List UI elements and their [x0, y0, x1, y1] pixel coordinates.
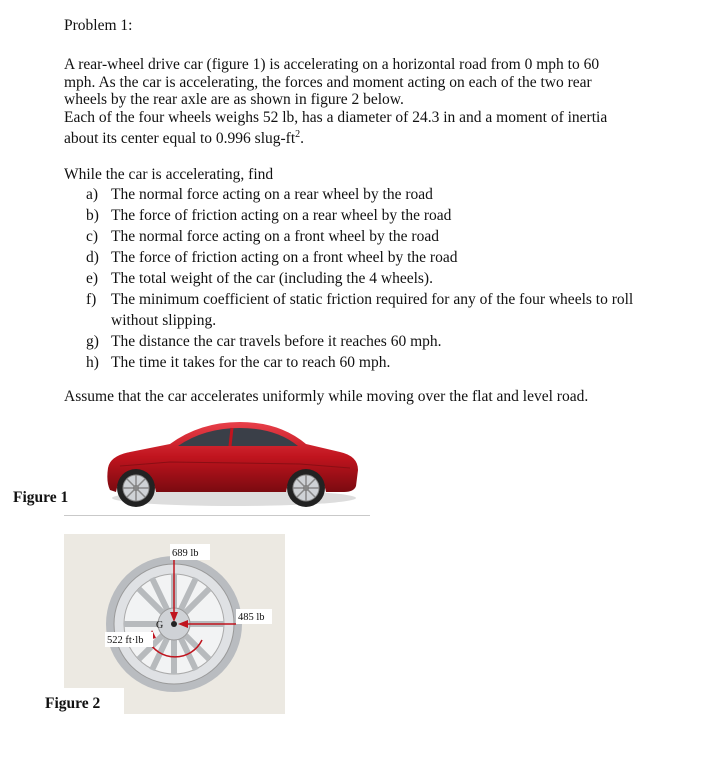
- figure2-label: Figure 2: [45, 695, 101, 712]
- front-wheel: [287, 469, 325, 507]
- question-item: [86, 184, 646, 205]
- question-text: The time it takes for the car to reach 60 mph.: [111, 354, 391, 371]
- question-list: [86, 184, 646, 373]
- exponent: 2: [295, 129, 301, 140]
- question-text: The minimum coefficient of static friction required for any of the four wheels to roll without slipping.: [111, 291, 634, 329]
- find-intro: While the car is accelerating, find: [64, 166, 274, 183]
- question-item: [86, 226, 646, 247]
- intro-line: wheels by the rear axle are as shown in figure 2 below.: [64, 91, 404, 108]
- intro-line: [64, 126, 664, 148]
- intro-line: mph. As the car is accelerating, the forces and moment acting on each of the two rear: [64, 73, 592, 91]
- intro-text: about its center equal to 0.996 slug-ft: [64, 130, 296, 148]
- question-item: [86, 268, 646, 289]
- rear-wheel: [117, 469, 155, 507]
- moment-label: 522 ft·lb: [107, 635, 144, 646]
- question-item: [86, 331, 646, 352]
- figure1-divider: [64, 515, 370, 516]
- intro-line: A rear-wheel drive car (figure 1) is accelerating on a horizontal road from 0 mph to 60: [64, 56, 600, 73]
- window-pillar: [230, 428, 232, 446]
- intro-end: .: [300, 130, 305, 148]
- question-text: The force of friction acting on a front wheel by the road: [111, 249, 458, 266]
- horizontal-force-label: 485 lb: [238, 612, 265, 623]
- question-item: [86, 205, 646, 226]
- question-label: e): [86, 270, 99, 287]
- question-label: c): [86, 228, 99, 245]
- question-item: [86, 247, 646, 268]
- question-text: The force of friction acting on a rear wheel by the road: [111, 207, 452, 224]
- question-text: The normal force acting on a rear wheel by the road: [111, 186, 433, 203]
- problem-title: Problem 1:: [64, 17, 133, 34]
- wheel-diagram: [64, 534, 285, 714]
- question-text: The normal force acting on a front wheel by the road: [111, 228, 439, 245]
- problem-intro: [64, 56, 664, 148]
- question-label: a): [86, 186, 99, 203]
- question-text: The total weight of the car (including the 4 wheels).: [111, 270, 433, 287]
- assumption-text: Assume that the car accelerates uniformly while moving over the flat and level road.: [64, 388, 589, 405]
- question-label: h): [86, 354, 99, 371]
- vertical-force-label: 689 lb: [172, 548, 199, 559]
- center-label: G: [156, 620, 164, 631]
- question-item: [86, 289, 646, 331]
- question-item: [86, 352, 646, 373]
- question-text: The distance the car travels before it reaches 60 mph.: [111, 333, 442, 350]
- question-label: d): [86, 249, 99, 266]
- question-label: b): [86, 207, 99, 224]
- car-illustration: [100, 412, 364, 512]
- figure1-label: Figure 1: [13, 489, 69, 506]
- question-label: f): [86, 291, 97, 308]
- intro-line: Each of the four wheels weighs 52 lb, has a diameter of 24.3 in and a moment of inertia: [64, 108, 608, 126]
- question-label: g): [86, 333, 99, 350]
- center-point: [171, 621, 177, 627]
